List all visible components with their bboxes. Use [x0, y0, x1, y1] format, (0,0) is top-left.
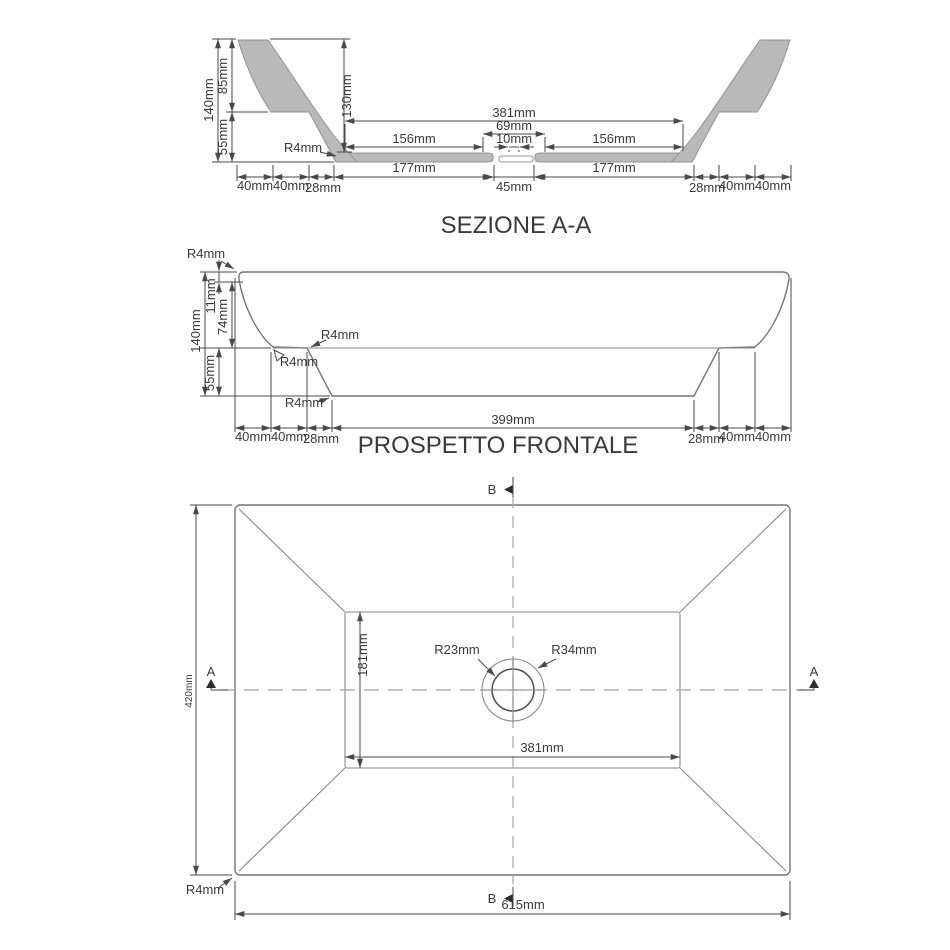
dim-label-section-recess: 69mm [495, 118, 533, 133]
dim-label-section-b-right-0: 28mm [688, 180, 726, 195]
section-title: SEZIONE A-A [440, 212, 592, 239]
dim-label-section-drain-lip: 10mm [495, 131, 533, 146]
marker-a-right-label: A [809, 664, 819, 679]
dim-label-front-radius-mid2: R4mm [279, 354, 319, 369]
dim-label-front-b-right-2: 40mm [754, 429, 792, 444]
section-drain-recess [499, 156, 533, 162]
front-title: PROSPETTO FRONTALE [357, 432, 639, 459]
dim-label-front-total-height: 140mm [188, 309, 203, 353]
marker-b-bottom-label: B [487, 891, 497, 906]
plan-view [184, 477, 819, 920]
dim-label-section-lower-height: 55mm [215, 118, 230, 156]
dim-label-front-radius-top: R4mm [186, 246, 226, 261]
dim-label-section-b-left-2: 28mm [304, 180, 342, 195]
dim-label-front-base-width: 399mm [491, 412, 535, 427]
plan-marker-b-top [488, 477, 513, 497]
section-right-wall [671, 40, 790, 162]
dim-label-plan-inner-height: 181mm [355, 633, 370, 677]
dim-label-section-inner-width: 381mm [492, 105, 536, 120]
dim-label-section-b-right-2: 40mm [754, 178, 792, 193]
dim-label-plan-width: 615mm [501, 897, 545, 912]
dim-label-front-b-right-1: 40mm [718, 429, 756, 444]
dim-label-section-shelf-right: 156mm [592, 131, 636, 146]
dim-label-front-lip-height: 11mm [203, 278, 218, 314]
dim-label-plan-corner-radius: R4mm [185, 882, 225, 897]
dim-label-section-drain-gap: 45mm [495, 179, 533, 194]
front-view [187, 246, 791, 459]
dim-label-front-base-height: 55mm [202, 354, 217, 392]
dim-label-section-depth: 130mm [339, 74, 354, 118]
plan-dims [196, 505, 790, 914]
dim-label-section-shelf-left: 156mm [392, 131, 436, 146]
dim-label-plan-inner-width: 381mm [520, 740, 564, 755]
dim-label-front-b-left-1: 40mm [270, 429, 308, 444]
dim-label-section-b-right-1: 40mm [718, 178, 756, 193]
plan-extension-lines [190, 505, 790, 920]
dim-label-plan-drain-outer: R34mm [551, 642, 597, 657]
plan-marker-a-right [798, 664, 819, 690]
plan-drain-crosshair [480, 657, 546, 723]
dim-label-section-b-left-1: 40mm [272, 178, 310, 193]
dim-label-front-radius-mid1: R4mm [320, 327, 360, 342]
dim-label-front-b-left-2: 28mm [302, 431, 340, 446]
dim-label-section-upper-height: 85mm [215, 57, 230, 95]
dim-label-section-floor-right: 177mm [592, 160, 636, 175]
dim-label-front-b-left-0: 40mm [234, 429, 272, 444]
dim-label-section-floor-left: 177mm [392, 160, 436, 175]
dim-label-section-total-height: 140mm [201, 78, 216, 122]
dim-label-front-b-right-0: 28mm [687, 431, 725, 446]
dim-label-plan-height: 420mm [184, 674, 195, 708]
dim-label-front-radius-bottom: R4mm [284, 395, 324, 410]
plan-marker-a-left [206, 664, 228, 690]
section-aa-view [201, 39, 791, 239]
marker-b-top-label: B [487, 482, 497, 497]
dim-label-section-b-left-0: 40mm [236, 178, 274, 193]
marker-a-left-label: A [206, 664, 216, 679]
dim-label-section-radius: R4mm [283, 140, 323, 155]
dim-label-front-bowl-height: 74mm [215, 298, 230, 336]
dim-label-plan-drain-inner: R23mm [434, 642, 480, 657]
